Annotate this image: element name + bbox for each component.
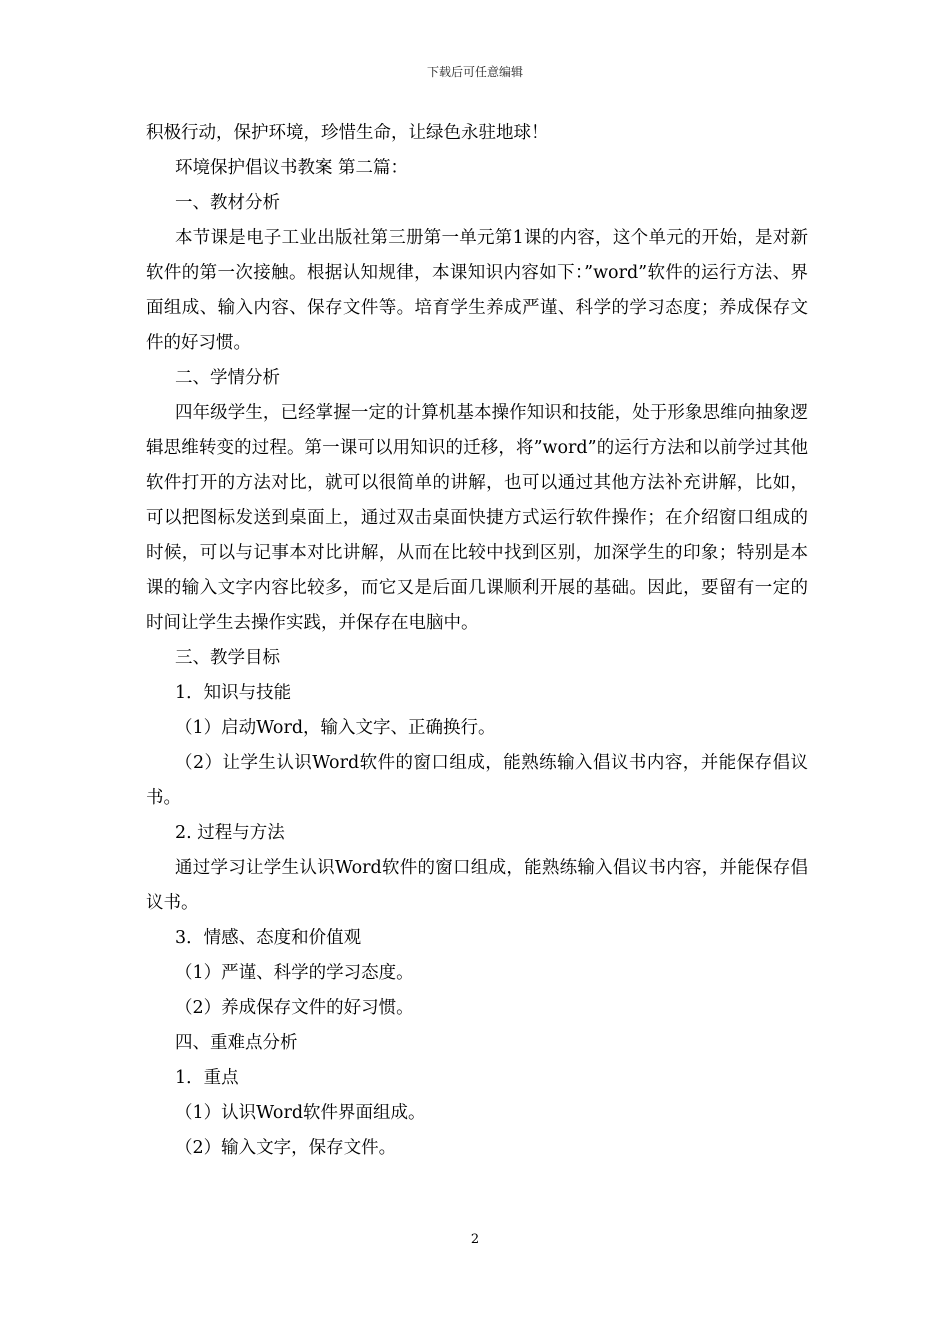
section-heading-key-points: 四、重难点分析 bbox=[175, 1033, 298, 1053]
page-header: 下载后可任意编辑 bbox=[426, 65, 523, 79]
section-heading-student-analysis: 二、学情分析 bbox=[175, 368, 280, 388]
paragraph-process-method: 通过学习让学生认识Word软件的窗口组成，能熟练输入倡议书内容，并能保存倡议书。 bbox=[146, 858, 808, 913]
paragraph-part-title: 环境保护倡议书教案 第二篇： bbox=[175, 158, 409, 178]
subheading-process-method: 2. 过程与方法 bbox=[175, 823, 285, 843]
subheading-key-point: 1．重点 bbox=[175, 1068, 239, 1088]
list-item-key-point-1: （1）认识Word软件界面组成。 bbox=[175, 1103, 426, 1123]
page-number: 2 bbox=[470, 1232, 480, 1247]
paragraph-closing-line: 积极行动，保护环境，珍惜生命，让绿色永驻地球！ bbox=[146, 123, 549, 143]
paragraph-student-analysis: 四年级学生，已经掌握一定的计算机基本操作知识和技能，处于形象思维向抽象逻辑思维转变的过程。第一课可以用知识的迁移，将”word”的运行方法和以前学过其他软件打开的方法对比，就可以很简单的讲解，也可以通过其他方法补充讲解，比如，可以把图标发送到桌面上，通过双击桌面快捷方式运行软件操作；在介绍窗口组成的时候，可以与记事本对比讲解，从而在比较中找到区别，加深学生的印象；特别是本课的输入文字内容比较多，而它又是后面几课顺利开展的基础。因此，要留有一定的时间让学生去操作实践，并保存在电脑中。 bbox=[146, 403, 808, 633]
document-body bbox=[146, 116, 808, 1166]
subheading-emotion-values: 3．情感、态度和价值观 bbox=[175, 928, 362, 948]
list-item-goal-2: （2）让学生认识Word软件的窗口组成，能熟练输入倡议书内容，并能保存倡议书。 bbox=[146, 753, 808, 808]
subheading-knowledge-skills: 1．知识与技能 bbox=[175, 683, 292, 703]
list-item-key-point-2: （2）输入文字，保存文件。 bbox=[175, 1138, 397, 1158]
section-heading-material-analysis: 一、教材分析 bbox=[175, 193, 280, 213]
list-item-goal-1: （1）启动Word，输入文字、正确换行。 bbox=[175, 718, 496, 738]
list-item-attitude-2: （2）养成保存文件的好习惯。 bbox=[175, 998, 414, 1018]
section-heading-teaching-goals: 三、教学目标 bbox=[175, 648, 280, 668]
list-item-attitude-1: （1）严谨、科学的学习态度。 bbox=[175, 963, 414, 983]
paragraph-material-analysis: 本节课是电子工业出版社第三册第一单元第1课的内容，这个单元的开始，是对新软件的第一次接触。根据认知规律，本课知识内容如下：”word”软件的运行方法、界面组成、输入内容、保存文件等。培育学生养成严谨、科学的学习态度；养成保存文件的好习惯。 bbox=[146, 228, 808, 353]
